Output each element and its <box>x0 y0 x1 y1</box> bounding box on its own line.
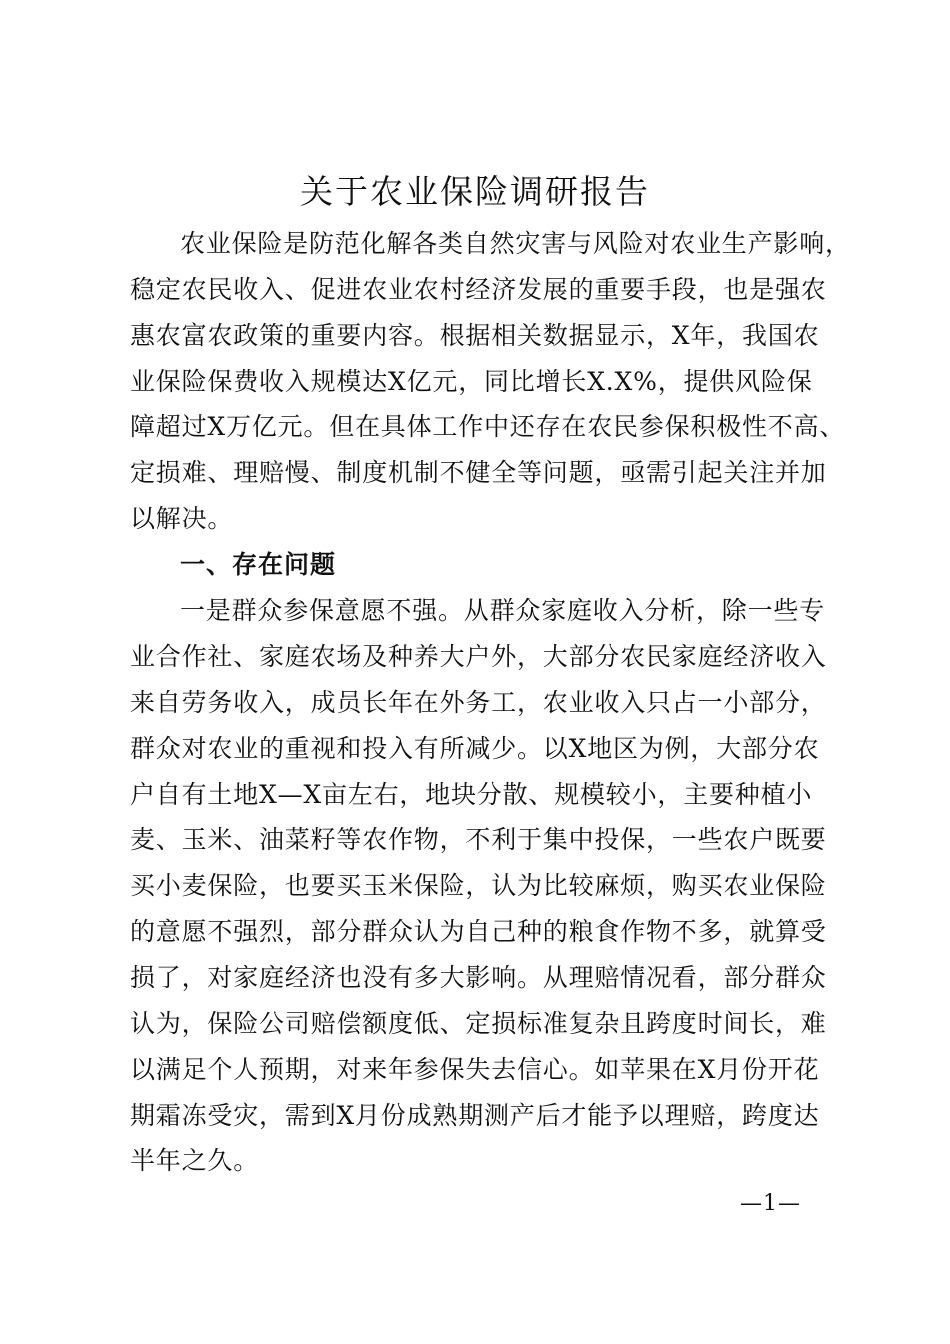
intro-line: 定损难、理赔慢、制度机制不健全等问题，亟需引起关注并加 <box>130 458 827 487</box>
section-line: 以满足个人预期，对来年参保失去信心。如苹果在X月份开花 <box>130 1055 820 1084</box>
section-line: 来自劳务收入，成员长年在外务工，农业收入只占一小部分， <box>130 688 827 717</box>
section-line: 一是群众参保意愿不强。从群众家庭收入分析，除一些专 <box>180 596 826 625</box>
intro-line: 业保险保费收入规模达X亿元，同比增长X.X%，提供风险保 <box>130 367 813 396</box>
section-line: 买小麦保险，也要买玉米保险，认为比较麻烦，购买农业保险 <box>130 871 827 900</box>
section-line: 认为，保险公司赔偿额度低、定损标准复杂且跨度时间长，难 <box>130 1009 827 1038</box>
section-line: 损了，对家庭经济也没有多大影响。从理赔情况看，部分群众 <box>130 963 827 992</box>
section-line: 业合作社、家庭农场及种养大户外，大部分农民家庭经济收入 <box>130 642 827 671</box>
section-line: 户自有土地X—X亩左右，地块分散、规模较小，主要种植小 <box>130 780 813 809</box>
page-number: —1— <box>740 1191 801 1216</box>
page-title: 关于农业保险调研报告 <box>300 172 650 211</box>
section-heading: 一、存在问题 <box>180 550 337 579</box>
section-line: 麦、玉米、油菜籽等农作物，不利于集中投保，一些农户既要 <box>130 825 827 854</box>
section-line: 的意愿不强烈，部分群众认为自己种的粮食作物不多，就算受 <box>130 917 827 946</box>
section-line: 群众对农业的重视和投入有所减少。以X地区为例，大部分农 <box>130 734 820 763</box>
intro-line: 稳定农民收入、促进农业农村经济发展的重要手段，也是强农 <box>130 275 827 304</box>
intro-line: 以解决。 <box>130 504 234 533</box>
section-line: 半年之久。 <box>130 1146 260 1175</box>
section-line: 期霜冻受灾，需到X月份成熟期测产后才能予以理赔，跨度达 <box>130 1101 820 1130</box>
intro-line: 惠农富农政策的重要内容。根据相关数据显示，X年，我国农 <box>130 321 820 350</box>
intro-line: 农业保险是防范化解各类自然灾害与风险对农业生产影响， <box>180 229 851 258</box>
intro-line: 障超过X万亿元。但在具体工作中还存在农民参保积极性不高、 <box>130 412 846 441</box>
